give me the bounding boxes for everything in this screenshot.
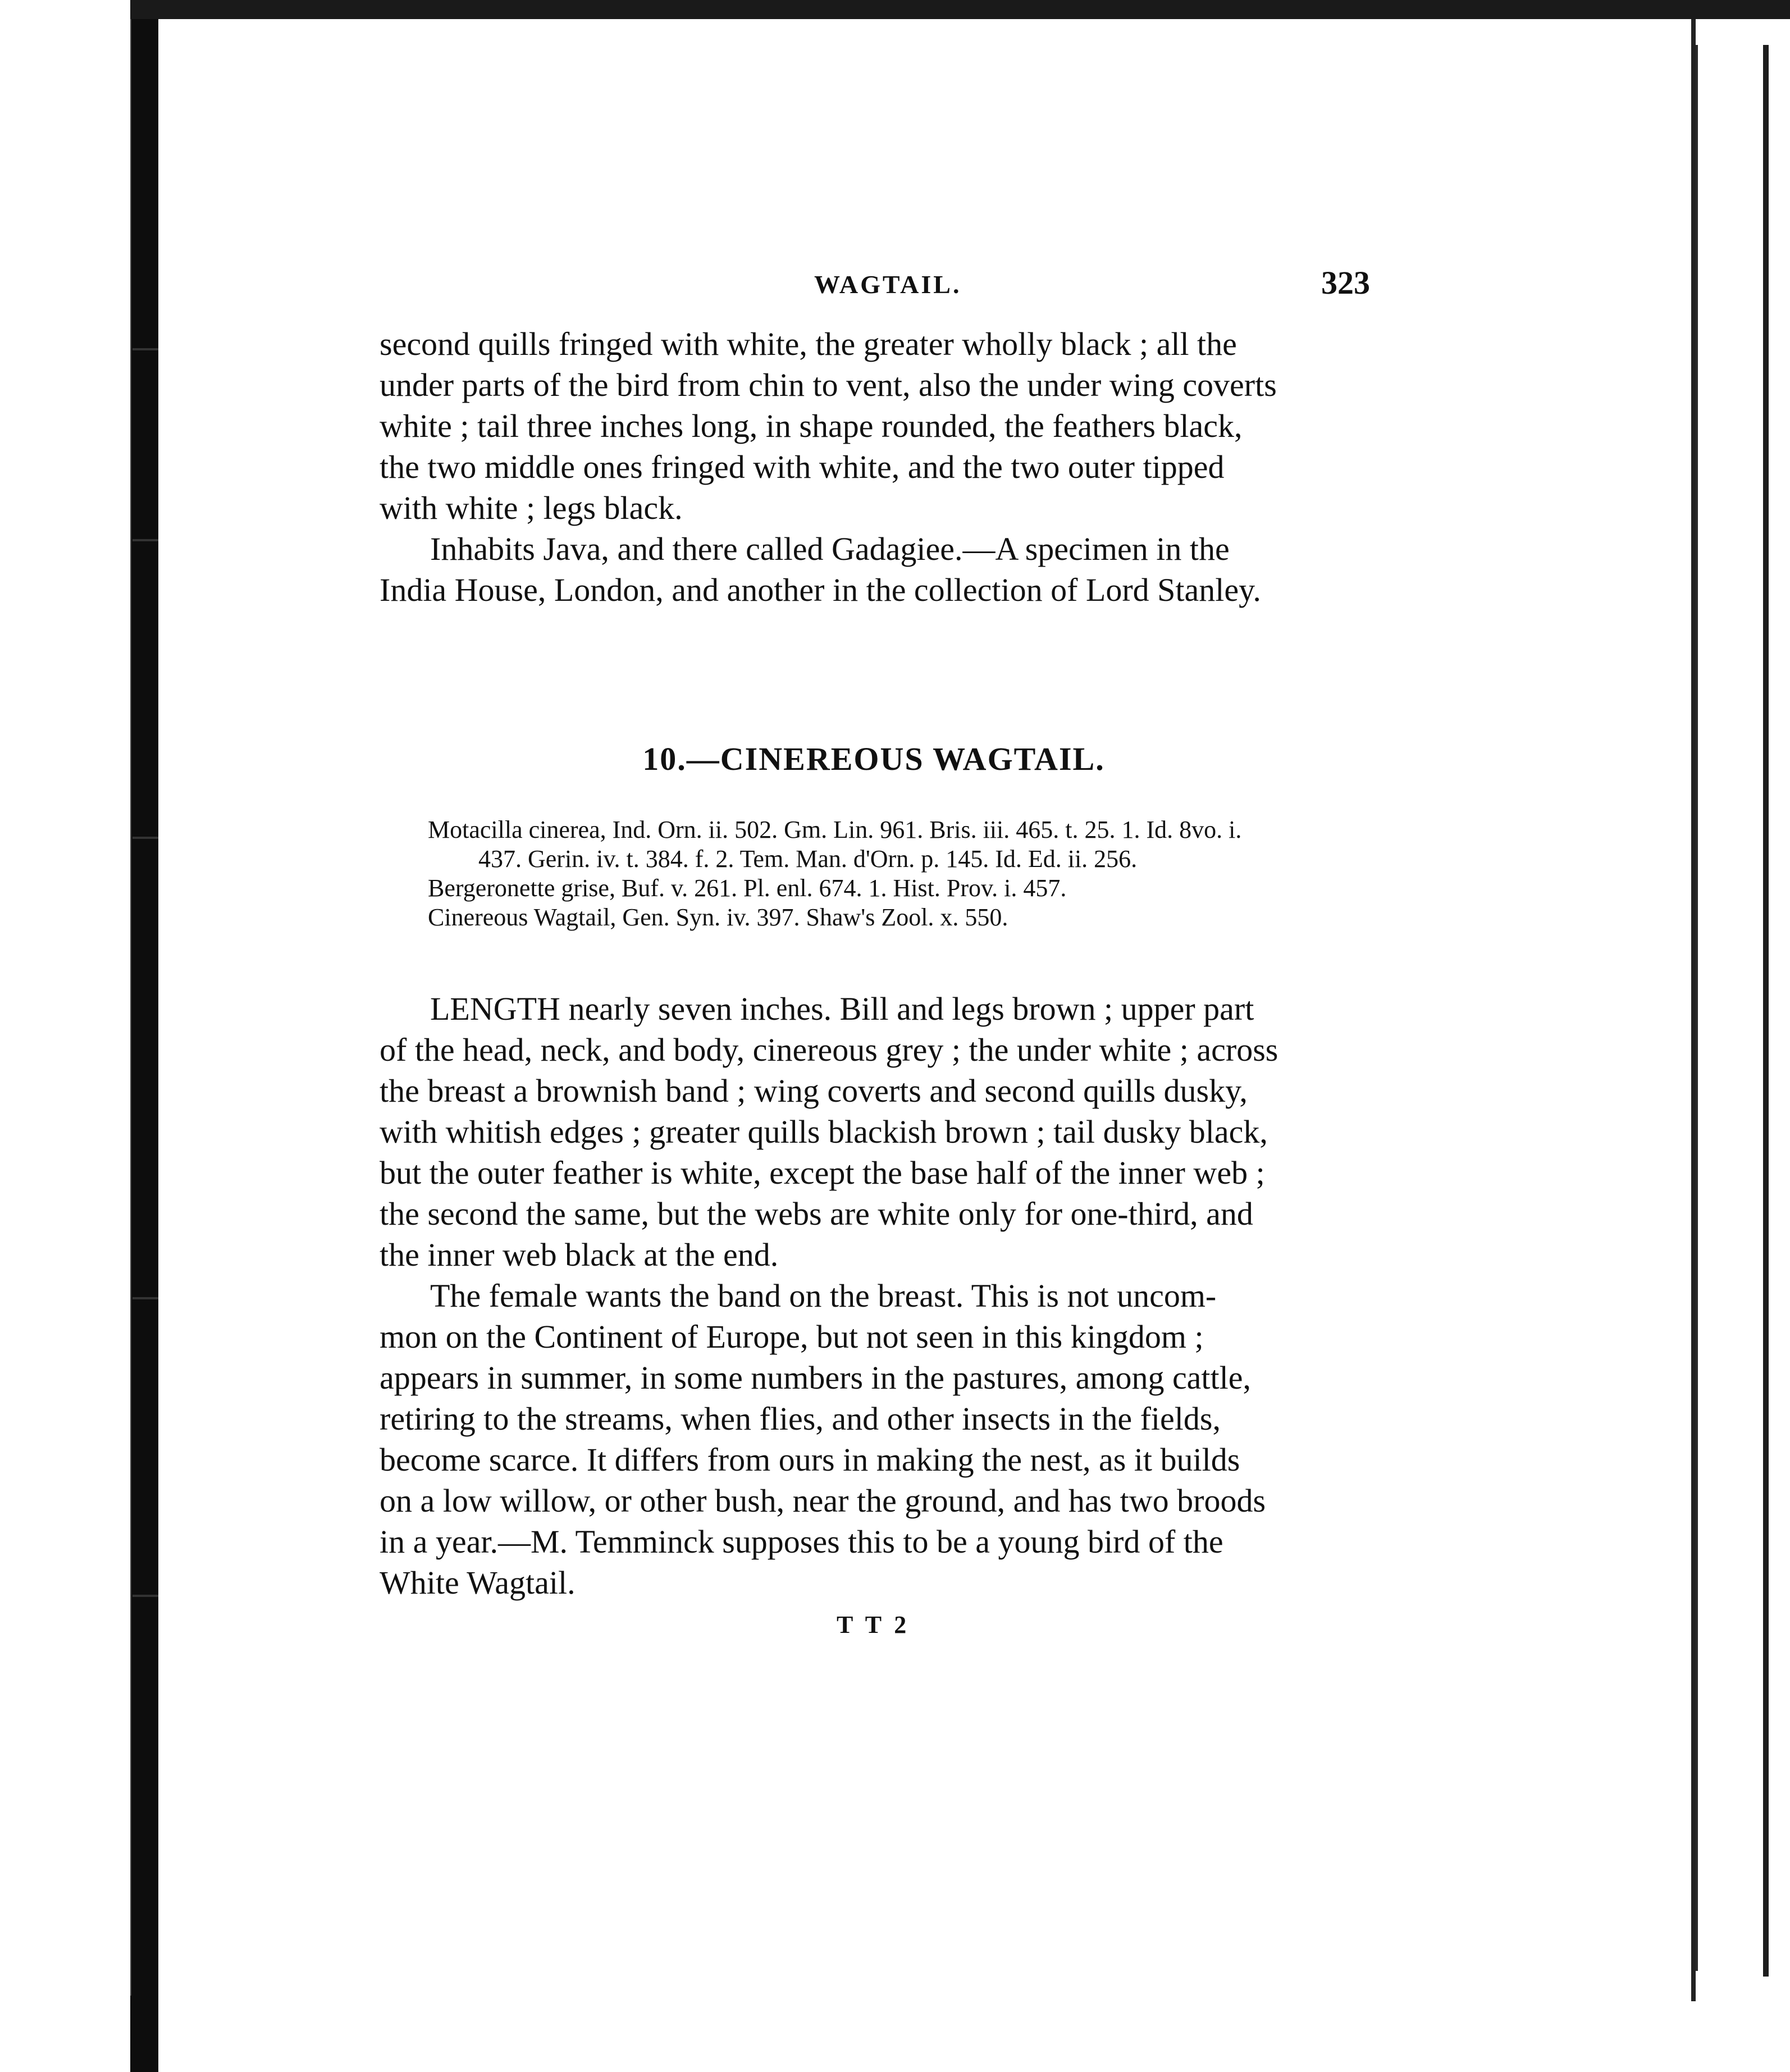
text-line: the second the same, but the webs are white only for one-third, and — [380, 1195, 1253, 1232]
binding-edge-line — [130, 19, 131, 1996]
running-title: WAGTAIL. — [814, 270, 962, 299]
text-line: The female wants the band on the breast. This is not uncom- — [430, 1277, 1217, 1314]
binding-shadow — [130, 19, 158, 2072]
text-line: LENGTH nearly seven inches. Bill and legs brown ; upper part — [430, 991, 1254, 1027]
text-line: the inner web black at the end. — [380, 1236, 779, 1273]
synonym-line: Cinereous Wagtail, Gen. Syn. iv. 397. Shaw's Zool. x. 550. — [428, 903, 1008, 931]
text-line: become scarce. It differs from ours in making the nest, as it builds — [380, 1441, 1240, 1478]
page-number: 323 — [1321, 264, 1370, 301]
synonym-line: Motacilla cinerea, Ind. Orn. ii. 502. Gm. Lin. 961. Bris. iii. 465. t. 25. 1. Id. 8vo. i. — [428, 816, 1242, 843]
text-line: Inhabits Java, and there called Gadagiee.—A specimen in the — [430, 531, 1230, 567]
text-line: of the head, neck, and body, cinereous grey ; the under white ; across — [380, 1032, 1278, 1068]
text-line: on a low willow, or other bush, near the ground, and has two broods — [380, 1482, 1266, 1519]
synonym-line: 437. Gerin. iv. t. 384. f. 2. Tem. Man. d'Orn. p. 145. Id. Ed. ii. 256. — [478, 845, 1138, 873]
text-line: India House, London, and another in the collection of Lord Stanley. — [380, 572, 1261, 608]
synonymy-block — [428, 815, 1371, 932]
text-line: in a year.—M. Temminck supposes this to be a young bird of the — [380, 1523, 1223, 1560]
synonym-line: Bergeronette grise, Buf. v. 261. Pl. enl. 674. 1. Hist. Prov. i. 457. — [428, 874, 1067, 902]
next-page-leaf-edge — [1763, 45, 1769, 1977]
continuation-paragraph — [380, 323, 1368, 610]
text-line: the two middle ones fringed with white, and the two outer tipped — [380, 449, 1225, 485]
text-line: with white ; legs black. — [380, 490, 683, 526]
text-line: appears in summer, in some numbers in the pastures, among cattle, — [380, 1359, 1252, 1396]
text-line: White Wagtail. — [380, 1564, 576, 1601]
text-line: mon on the Continent of Europe, but not seen in this kingdom ; — [380, 1318, 1204, 1355]
text-line: retiring to the streams, when flies, and other insects in the fields, — [380, 1400, 1221, 1437]
next-page-leaf — [1696, 45, 1765, 1971]
description-paragraph — [380, 988, 1368, 1603]
signature-mark: T T 2 — [837, 1611, 910, 1639]
scan-top-border — [0, 0, 1790, 19]
scan-left-margin — [0, 0, 130, 2072]
text-line: the breast a brownish band ; wing coverts and second quills dusky, — [380, 1072, 1248, 1109]
text-line: but the outer feather is white, except the base half of the inner web ; — [380, 1154, 1265, 1191]
text-line: with whitish edges ; greater quills blackish brown ; tail dusky black, — [380, 1113, 1268, 1150]
text-line: white ; tail three inches long, in shape rounded, the feathers black, — [380, 408, 1243, 444]
text-line: second quills fringed with white, the greater wholly black ; all the — [380, 326, 1237, 362]
running-header — [382, 264, 1370, 309]
text-line: under parts of the bird from chin to vent, also the under wing coverts — [380, 367, 1277, 403]
section-heading: 10.—CINEREOUS WAGTAIL. — [642, 741, 1105, 777]
page-right-edge — [1691, 19, 1696, 2001]
